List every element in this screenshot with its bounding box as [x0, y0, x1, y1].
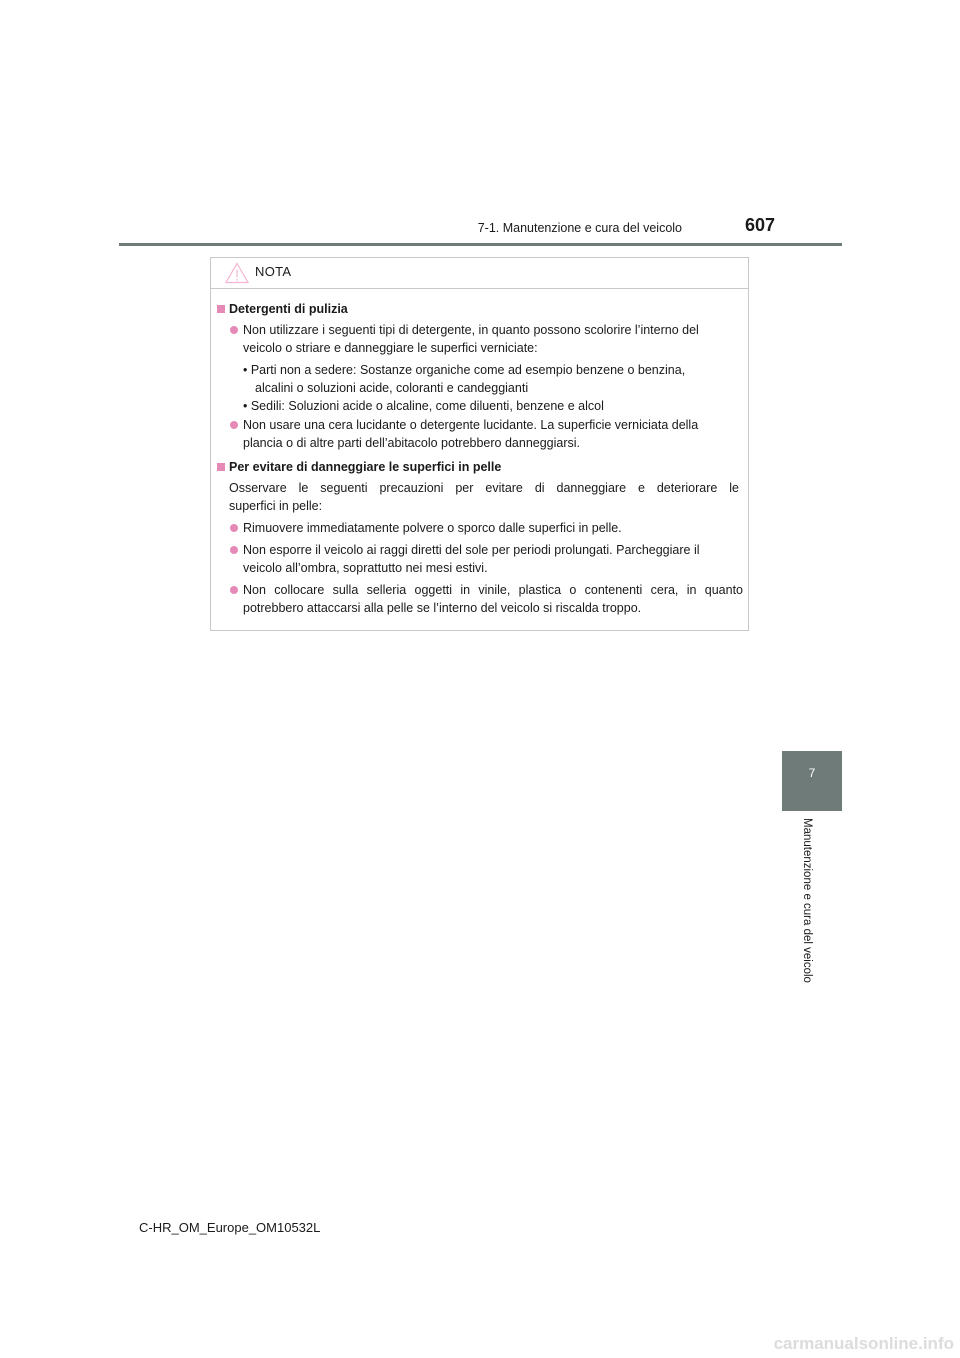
list-item-line: Non collocare sulla selleria oggetti in vinile, plastica o contenenti cera, in quanto	[243, 583, 743, 597]
list-bullet-dot	[230, 326, 238, 334]
section-title: 7-1. Manutenzione e cura del veicolo	[477, 221, 682, 235]
list-item-line: Non usare una cera lucidante o detergente lucidante. La superficie verniciata della	[243, 418, 699, 432]
section-bullet-square	[217, 305, 225, 313]
list-bullet-dot	[230, 421, 238, 429]
sub-list-item-line: • Parti non a sedere: Sostanze organiche come ad esempio benzene o benzina,	[243, 363, 686, 377]
list-item-line: Non esporre il veicolo ai raggi diretti del sole per periodi prolungati. Parcheggiare il	[243, 543, 700, 557]
watermark-logo	[718, 1330, 958, 1356]
list-item-line: veicolo o striare e danneggiare le superfici verniciate:	[243, 341, 538, 355]
svg-text:carmanualsonline.info: carmanualsonline.info	[773, 1334, 954, 1353]
header-rule	[119, 243, 842, 246]
document-code: C-HR_OM_Europe_OM10532L	[139, 1220, 321, 1235]
list-bullet-dot	[230, 586, 238, 594]
list-bullet-dot	[230, 546, 238, 554]
page-number: 607	[744, 215, 775, 235]
section-intro-line: superfici in pelle:	[229, 499, 323, 513]
list-item-line: plancia o di altre parti dell’abitacolo potrebbero danneggiarsi.	[243, 436, 581, 450]
sub-list-item-line: alcalini o soluzioni acide, coloranti e candeggianti	[255, 381, 529, 395]
notice-header	[211, 258, 748, 289]
section-heading: Detergenti di pulizia	[229, 302, 348, 316]
chapter-side-label: Manutenzione e cura del veicolo	[801, 818, 813, 983]
chapter-tab	[782, 751, 842, 811]
chapter-number: 7	[808, 766, 816, 780]
notice-title: NOTA	[255, 264, 292, 279]
section-bullet-square	[217, 463, 225, 471]
list-item-line: Non utilizzare i seguenti tipi di detergente, in quanto possono scolorire l’interno del	[243, 323, 699, 337]
list-item-line: veicolo all’ombra, soprattutto nei mesi estivi.	[243, 561, 488, 575]
section-intro-line: Osservare le seguenti precauzioni per evitare di danneggiare e deteriorare le	[229, 481, 739, 495]
list-item-line: Rimuovere immediatamente polvere o sporco dalle superfici in pelle.	[243, 521, 622, 535]
sub-list-item-line: • Sedili: Soluzioni acide o alcaline, come diluenti, benzene e alcol	[243, 399, 604, 413]
list-bullet-dot	[230, 524, 238, 532]
warning-triangle-icon	[225, 262, 249, 284]
notice-box	[210, 257, 749, 631]
section-heading: Per evitare di danneggiare le superfici in pelle	[229, 460, 502, 474]
list-item-line: potrebbero attaccarsi alla pelle se l’interno del veicolo si riscalda troppo.	[243, 601, 642, 615]
